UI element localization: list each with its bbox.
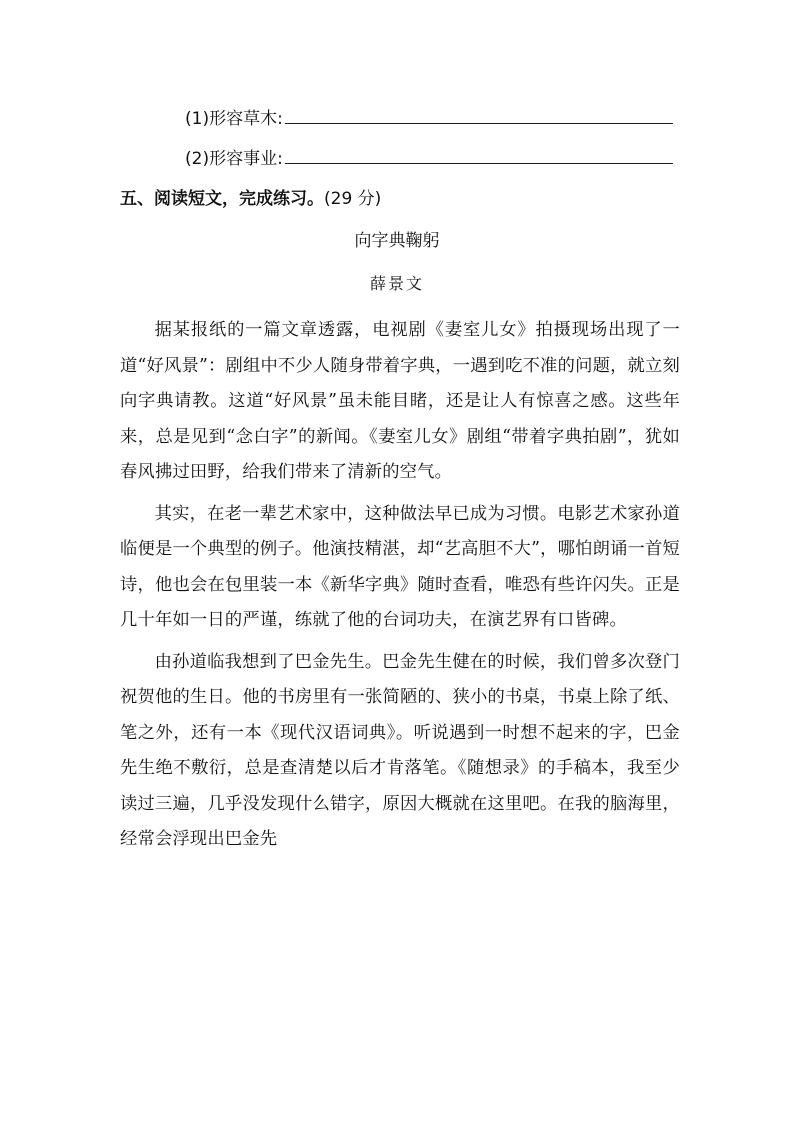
fill-in-question-1 [185, 106, 673, 131]
section-heading-text: 五、阅读短文，完成练习。 [120, 189, 324, 209]
article-paragraph-1: 据某报纸的一篇文章透露，电视剧《妻室儿女》拍摄现场出现了一道“好风景”：剧组中不少人随身带着字典，一遇到吃不准的问题，就立刻向字典请教。这道“好风景”虽未能目睹，还是让人有惊喜之感。这些年来，总是见到“念白字”的新闻。《妻室儿女》剧组“带着字典拍剧”，犹如春风拂过田野，给我们带来了清新的空气。 [120, 320, 680, 482]
fill-in-question-2 [185, 146, 673, 171]
answer-blank-2[interactable] [285, 146, 673, 164]
section-heading [120, 187, 381, 211]
answer-blank-1[interactable] [285, 106, 673, 124]
article-author: 薛景文 [369, 274, 424, 293]
fill-in-label-1: (1)形容草木: [185, 109, 283, 129]
article-body [120, 313, 680, 858]
fill-in-label-2: (2)形容事业: [185, 149, 283, 169]
article-paragraph-2: 其实，在老一辈艺术家中，这种做法早已成为习惯。电影艺术家孙道临便是一个典型的例子。他演技精湛，却“艺高胆不大”，哪怕朗诵一首短诗，他也会在包里装一本《新华字典》随时查看，唯恐有些许闪失。正是几十年如一日的严谨，练就了他的台词功夫，在演艺界有口皆碑。 [120, 503, 680, 630]
section-score: (29 分) [324, 189, 382, 209]
article-title: 向字典鞠躬 [354, 231, 440, 251]
article-paragraph-3: 由孙道临我想到了巴金先生。巴金先生健在的时候，我们曾多次登门祝贺他的生日。他的书房里有一张简陋的、狭小的书桌，书桌上除了纸、笔之外，还有一本《现代汉语词典》。听说遇到一时想不起来的字，巴金先生绝不敷衍，总是查清楚以后才肯落笔。《随想录》的手稿本，我至少读过三遍，几乎没发现什么错字，原因大概就在这里吧。在我的脑海里，经常会浮现出巴金先 [120, 651, 680, 849]
